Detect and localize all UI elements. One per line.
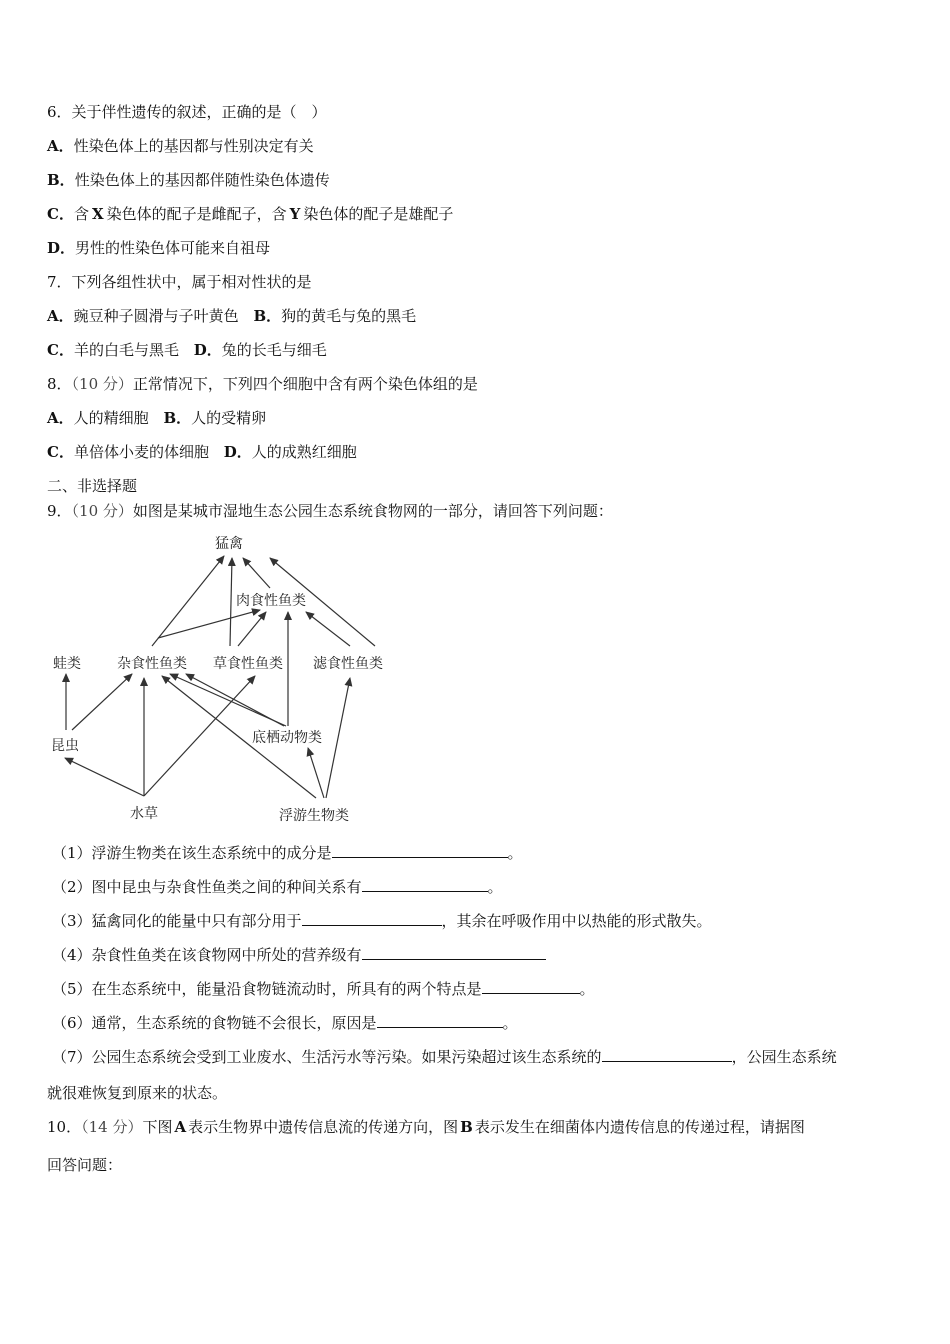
sub-text: （6）通常，生态系统的食物链不会很长，原因是	[52, 1014, 377, 1032]
option-text: 性染色体上的基因都伴随性染色体遗传	[74, 171, 330, 189]
q9-sub-7-cont: 就很难恢复到原来的状态。	[47, 1084, 228, 1102]
node-raptor: 猛禽	[215, 536, 243, 552]
question-text: 表示发生在细菌体内遗传信息的传递过程，请据图	[474, 1118, 805, 1136]
q8-stem	[47, 374, 478, 394]
option-text: 狗的黄毛与兔的黑毛	[281, 307, 417, 325]
question-text: 如图是某城市湿地生态公园生态系统食物网的一部分，请回答下列问题：	[132, 502, 613, 520]
section-heading: 二、非选择题	[47, 477, 138, 495]
option-label: A．	[47, 137, 74, 155]
chromosome-x: X	[91, 205, 104, 223]
q7-option-d[interactable]	[194, 341, 327, 359]
question-text: 表示生物界中遗传信息流的传递方向，图	[188, 1118, 459, 1136]
sub-text: （2）图中昆虫与杂食性鱼类之间的种间关系有	[52, 878, 362, 896]
option-label: B．	[253, 307, 282, 325]
node-herbivore-fish: 草食性鱼类	[213, 656, 283, 672]
q9-sub-5	[52, 979, 595, 999]
arrow-benthic-to-herbivore	[186, 674, 284, 726]
option-label: C．	[47, 205, 74, 223]
figure-b-label: B	[460, 1118, 473, 1136]
q10-stem-cont: 回答问题：	[47, 1156, 123, 1174]
arrow-plankton-to-benthic	[308, 748, 324, 798]
q7-stem: 7．下列各组性状中，属于相对性状的是	[47, 273, 312, 291]
option-text: 男性的性染色体可能来自祖母	[75, 239, 271, 257]
sub-text: （4）杂食性鱼类在该食物网中所处的营养级有	[52, 946, 362, 964]
sub-text-end: ，公园生态系统	[731, 1048, 837, 1066]
option-text: 性染色体上的基因都与性别决定有关	[73, 137, 314, 155]
answer-blank[interactable]	[482, 979, 580, 994]
option-label: C．	[47, 443, 74, 461]
sub-text: （7）公园生态系统会受到工业废水、生活污水等污染。如果污染超过该生态系统的	[52, 1048, 602, 1066]
answer-blank[interactable]	[302, 911, 442, 926]
answer-blank[interactable]	[332, 843, 508, 858]
question-score: （10 分）	[71, 375, 133, 393]
sub-text: （3）猛禽同化的能量中只有部分用于	[52, 912, 302, 930]
option-label: D．	[193, 341, 222, 359]
option-label: D．	[47, 239, 76, 257]
option-text: 人的成熟红细胞	[251, 443, 357, 461]
arrow-omnivore-to-carnivore	[158, 610, 260, 638]
answer-blank[interactable]	[602, 1047, 732, 1062]
answer-blank[interactable]	[377, 1013, 503, 1028]
q9-sub-1	[52, 843, 523, 863]
q7-option-c[interactable]	[47, 341, 179, 359]
q8-option-a[interactable]	[47, 409, 149, 427]
sub-text-end: 。	[579, 980, 595, 998]
sub-text: （1）浮游生物类在该生态系统中的成分是	[52, 844, 332, 862]
q9-stem	[47, 501, 613, 521]
q6-option-c[interactable]	[47, 204, 453, 224]
node-omnivore-fish: 杂食性鱼类	[117, 656, 187, 672]
option-text: 兔的长毛与细毛	[221, 341, 327, 359]
option-label: D．	[223, 443, 252, 461]
figure-a-label: A	[174, 1118, 187, 1136]
q9-sub-4	[52, 945, 546, 965]
arrow-carnivore-to-raptor	[243, 558, 270, 588]
sub-text-end: 。	[502, 1014, 518, 1032]
q9-sub-3	[52, 911, 712, 931]
q6-option-b[interactable]	[47, 170, 330, 190]
answer-blank[interactable]	[362, 877, 488, 892]
q8-option-b[interactable]	[163, 409, 266, 427]
q8-option-d[interactable]	[224, 443, 357, 461]
node-frog: 蛙类	[53, 656, 81, 672]
node-filter-fish: 滤食性鱼类	[313, 656, 383, 672]
arrow-filter-to-carnivore	[306, 612, 350, 646]
q10-stem	[47, 1117, 805, 1137]
arrow-omnivore-to-raptor	[152, 556, 224, 646]
q6-option-a[interactable]	[47, 136, 314, 156]
q8-options-cd	[47, 442, 357, 462]
q7-option-b[interactable]	[253, 307, 416, 325]
q6-stem: 6．关于伴性遗传的叙述，正确的是（ ）	[47, 103, 327, 121]
question-score: （10 分）	[71, 502, 133, 520]
question-number: 9．	[47, 502, 72, 520]
sub-text: （5）在生态系统中，能量沿食物链流动时，所具有的两个特点是	[52, 980, 482, 998]
question-number: 10．	[47, 1118, 82, 1136]
arrow-herbivore-to-raptor	[230, 558, 232, 646]
q6-option-d[interactable]	[47, 238, 270, 258]
q8-options-ab	[47, 408, 266, 428]
arrow-waterweed-to-insect	[65, 758, 144, 796]
option-text: 人的受精卵	[191, 409, 267, 427]
option-text: 单倍体小麦的体细胞	[73, 443, 209, 461]
q9-sub-7	[52, 1047, 837, 1067]
arrow-insect-to-omnivore	[72, 674, 132, 730]
food-web-diagram	[40, 528, 400, 828]
option-label: B．	[47, 171, 75, 189]
sub-text-end: ，其余在呼吸作用中以热能的形式散失。	[441, 912, 712, 930]
sub-text-end: 。	[507, 844, 523, 862]
option-label: B．	[163, 409, 192, 427]
q9-sub-2	[52, 877, 503, 897]
node-carnivore-fish: 肉食性鱼类	[236, 593, 306, 609]
arrow-herbivore-to-carnivore	[238, 612, 266, 646]
node-plankton: 浮游生物类	[279, 808, 349, 824]
q8-option-c[interactable]	[47, 443, 209, 461]
node-benthic: 底栖动物类	[252, 730, 322, 746]
option-text-post: 染色体的配子是雄配子	[303, 205, 454, 223]
chromosome-y: Y	[289, 205, 301, 223]
node-insect: 昆虫	[51, 738, 79, 754]
sub-text-end: 。	[487, 878, 503, 896]
question-number: 8．	[47, 375, 72, 393]
option-text: 人的精细胞	[73, 409, 149, 427]
q7-options-ab	[47, 306, 416, 326]
answer-blank[interactable]	[362, 945, 546, 960]
arrow-plankton-to-filter	[326, 678, 350, 798]
question-text: 正常情况下，下列四个细胞中含有两个染色体组的是	[132, 375, 478, 393]
q9-sub-6	[52, 1013, 518, 1033]
option-text-mid: 染色体的配子是雌配子，含	[106, 205, 287, 223]
option-label: A．	[47, 409, 74, 427]
option-text: 羊的白毛与黑毛	[73, 341, 179, 359]
q7-options-cd	[47, 340, 327, 360]
q7-option-a[interactable]	[47, 307, 239, 325]
option-text-pre: 含	[73, 205, 89, 223]
option-label: C．	[47, 341, 74, 359]
option-text: 豌豆种子圆滑与子叶黄色	[73, 307, 239, 325]
question-score: （14 分）	[81, 1118, 143, 1136]
option-label: A．	[47, 307, 74, 325]
question-text: 下图	[142, 1118, 173, 1136]
node-waterweed: 水草	[130, 806, 158, 822]
